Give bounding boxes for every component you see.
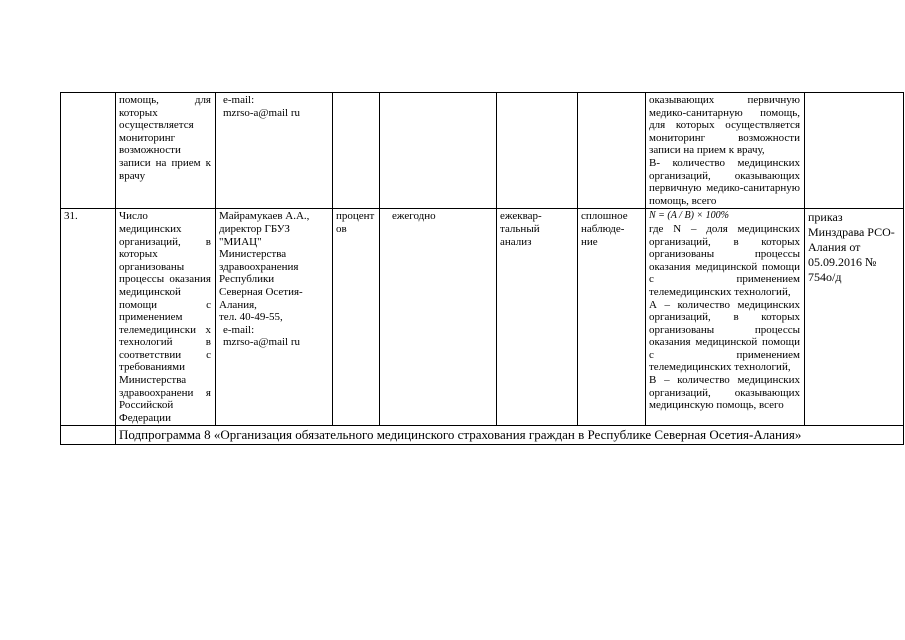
responsible-cell <box>216 209 333 426</box>
source-cell: приказ Минздрава РСО-Алания от 05.09.2016 № 754о/д <box>805 209 904 426</box>
formula-description: В – количество медицинских организаций, оказывающих медицинскую помощь, всего <box>649 374 800 412</box>
row-number: 31. <box>61 209 116 426</box>
method-cell <box>497 93 578 209</box>
table-row-31 <box>61 209 904 426</box>
responsible-line: Алания, <box>219 298 257 311</box>
number-cell <box>61 426 116 445</box>
responsible-line: директор ГБУЗ <box>219 222 290 235</box>
source-cell <box>805 93 904 209</box>
unit-cell: процент ов <box>333 209 380 426</box>
formula-text: оказывающих первичную медико-санитарную помощь, для которых осуществляется мониторинг возможности записи на прием к врачу, <box>649 94 800 157</box>
formula-cell <box>646 209 805 426</box>
responsible-cell <box>216 93 333 209</box>
responsible-line: Северная Осетия- <box>219 285 303 298</box>
table-row-continued <box>61 93 904 209</box>
responsible-line: "МИАЦ" <box>219 235 262 248</box>
subprogram-title: Подпрограмма 8 «Организация обязательного медицинского страхования граждан в Республике Северная Осетия-Алания» <box>116 426 904 445</box>
unit-cell <box>333 93 380 209</box>
responsible-line: Республики <box>219 273 275 286</box>
email-text: mzrso-a@mail ru <box>223 336 301 349</box>
periodicity-cell: ежегодно <box>380 209 497 426</box>
indicator-cell: Число медицинских организаций, в которых организованы процессы оказания медицинской помощи с применением телемедицински х технологий в соответствии с требованиями Министерства здравоохранени я Российской Федерации <box>116 209 216 426</box>
formula-description: где N – доля медицинских организаций, в которых организованы процессы оказания медицинской помощи с применением телемедицинских технологий, <box>649 222 800 298</box>
email-text: mzrso-a@mail ru <box>223 106 301 119</box>
periodicity-cell <box>380 93 497 209</box>
responsible-line: тел. 40-49-55, <box>219 311 283 324</box>
responsible-line: здравоохранения <box>219 260 299 273</box>
number-cell <box>61 93 116 209</box>
indicator-cell: помощь, для которых осуществляется мониторинг возможности записи на прием к врачу <box>116 93 216 209</box>
observation-cell: сплошное наблюде-ние <box>578 209 646 426</box>
observation-cell <box>578 93 646 209</box>
responsible-line: Министерства <box>219 248 287 261</box>
formula-cell <box>646 93 805 209</box>
table-row-subprogram <box>61 426 904 445</box>
email-label: e-mail: <box>223 323 255 336</box>
formula-description: А – количество медицинских организаций, в которых организованы процессы оказания медицинской помощи с применением телемедицинских технологий, <box>649 298 800 374</box>
formula-expression: N = (A / B) × 100% <box>649 210 729 222</box>
indicators-table <box>60 92 904 445</box>
responsible-line: Майрамукаев А.А., <box>219 210 310 223</box>
email-label: e-mail: <box>223 94 255 106</box>
formula-text: В- количество медицинских организаций, оказывающих первичную медико-санитарную помощь, всего <box>649 156 800 207</box>
method-cell: ежеквар-тальный анализ <box>497 209 578 426</box>
